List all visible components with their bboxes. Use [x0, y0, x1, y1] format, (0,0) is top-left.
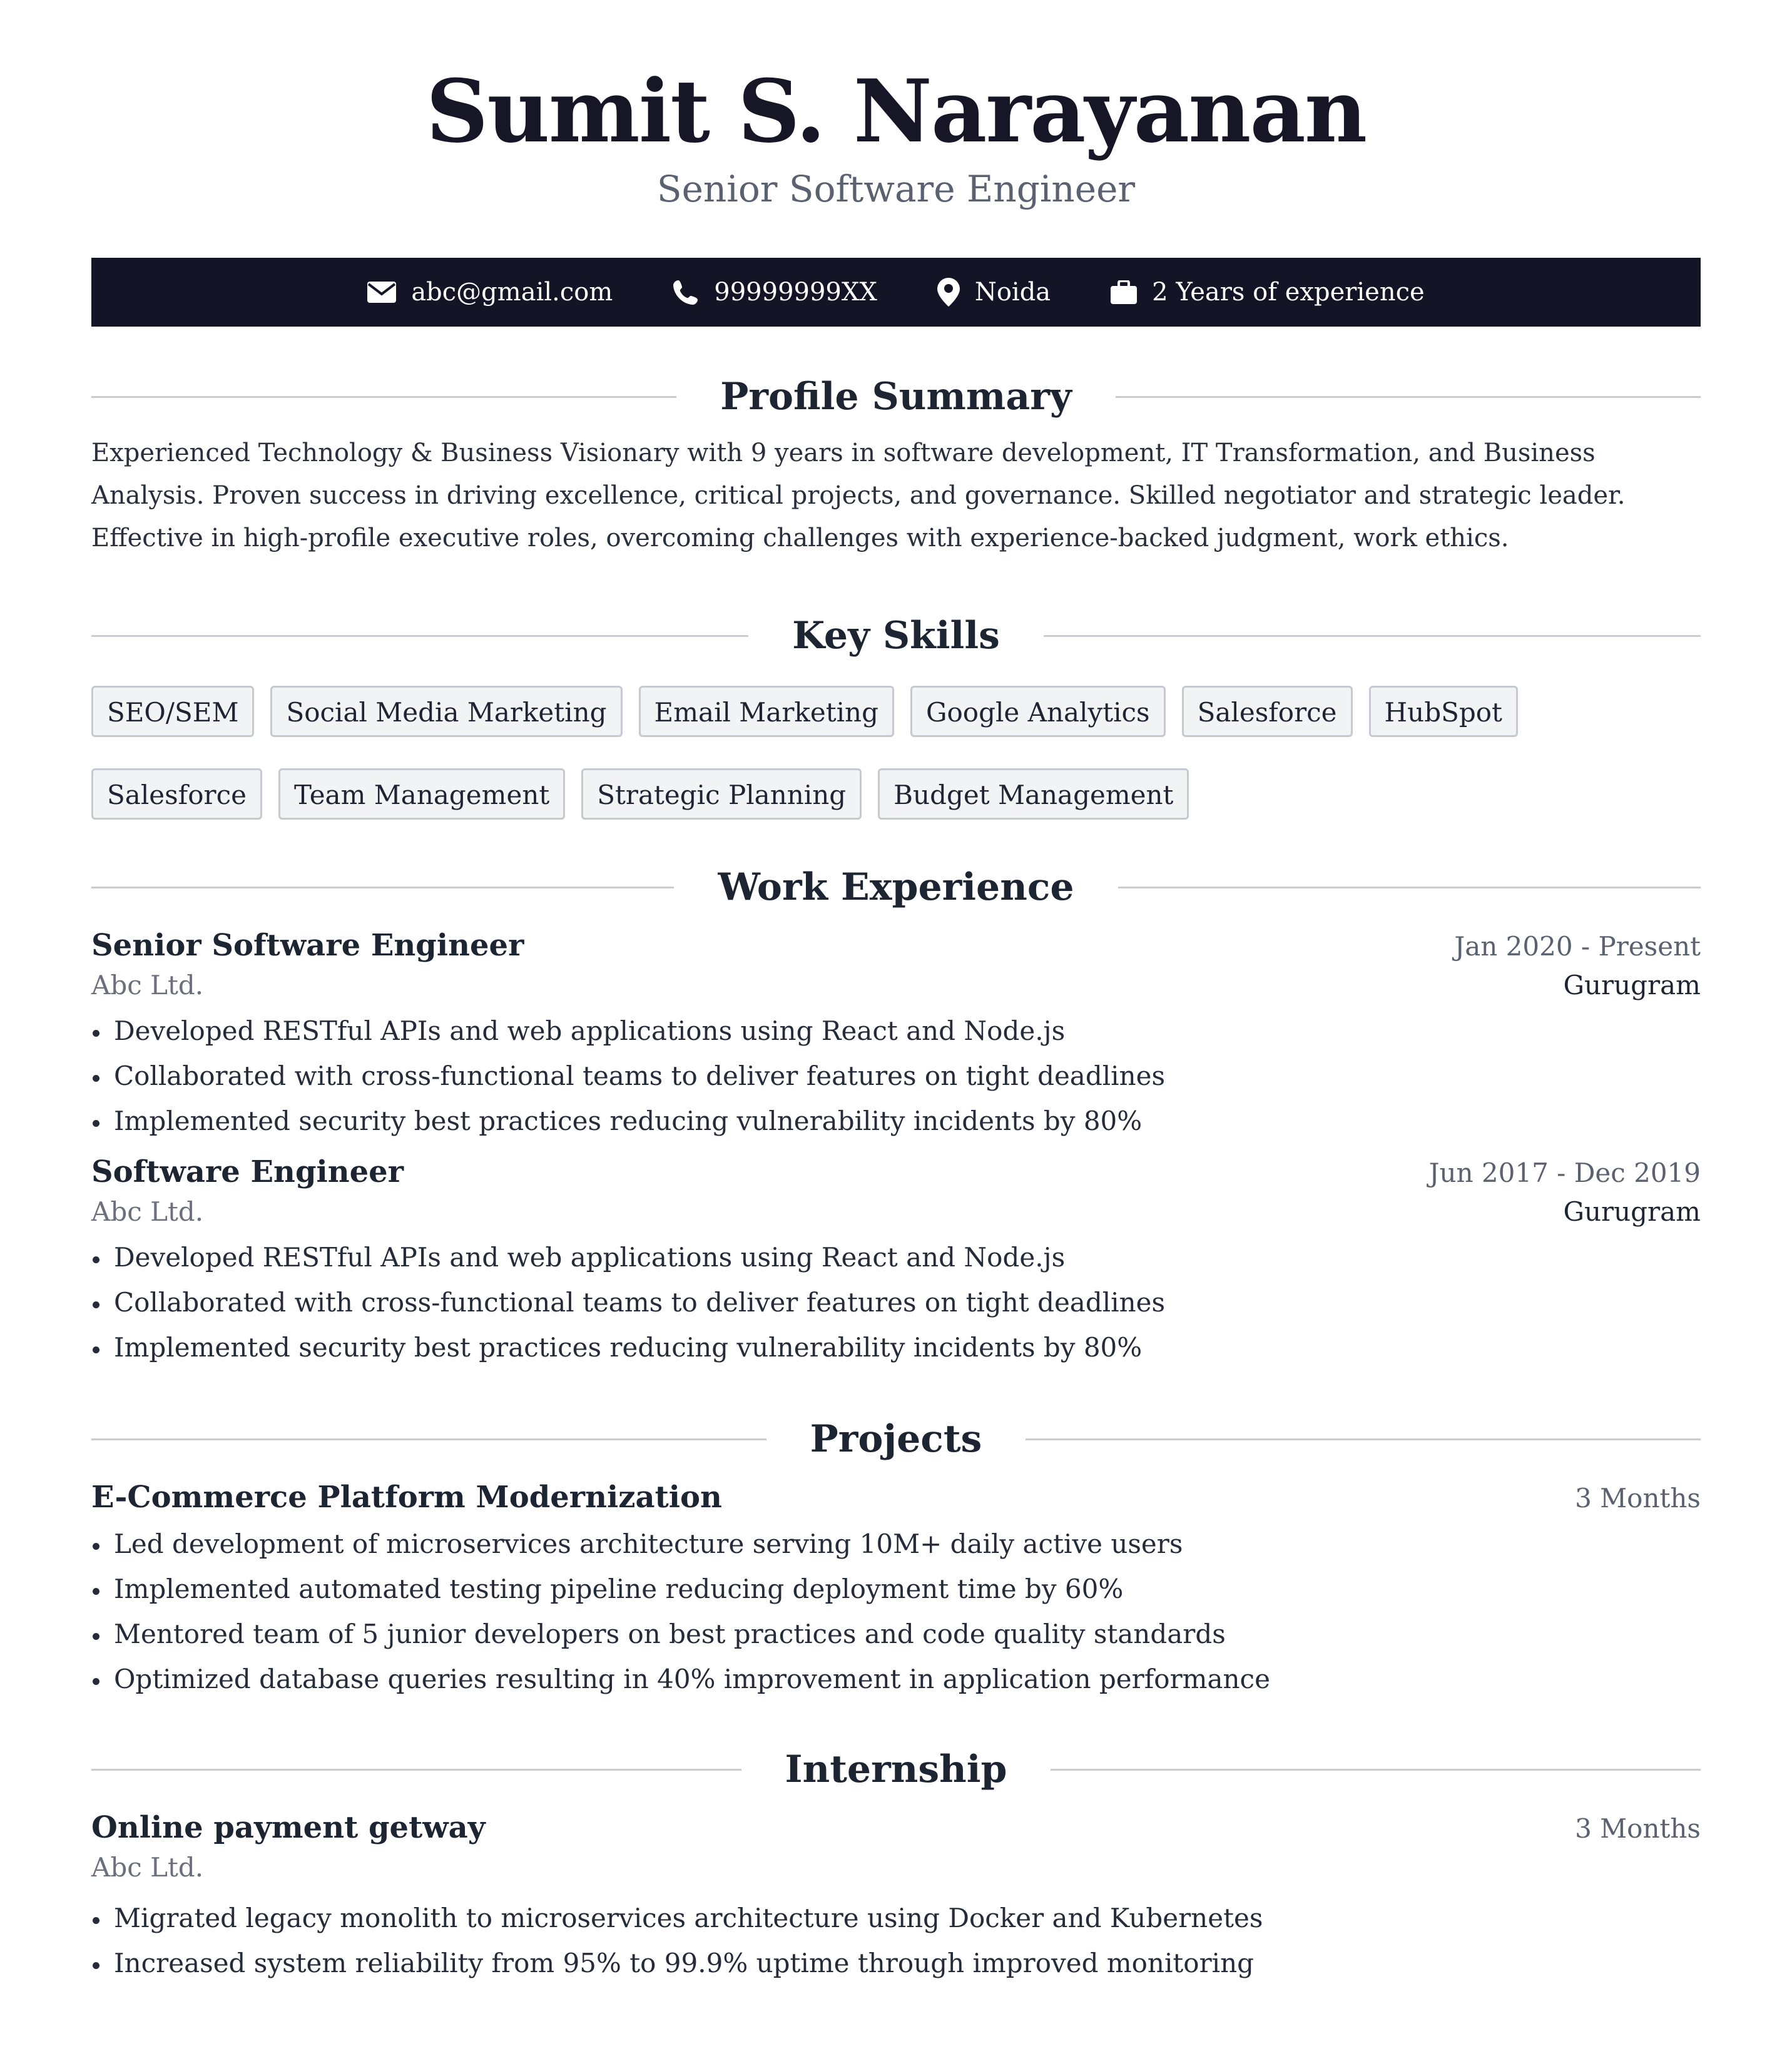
list-item: Implemented security best practices reducing vulnerability incidents by 80%: [91, 1099, 1701, 1144]
job-location: Gurugram: [1563, 1196, 1701, 1227]
contact-email-text: abc@gmail.com: [411, 278, 613, 307]
internship-entry: [91, 1808, 1701, 1986]
divider: [1118, 887, 1701, 888]
skill-tag: Social Media Marketing: [270, 686, 622, 737]
contact-location-text: Noida: [974, 278, 1051, 307]
project-entry-header: [91, 1478, 1701, 1518]
divider: [1026, 1438, 1701, 1440]
list-item: Implemented automated testing pipeline reducing deployment time by 60%: [91, 1567, 1701, 1612]
work-entry-subheader: [91, 1193, 1701, 1231]
job-company: Abc Ltd.: [91, 970, 204, 1000]
location-pin-icon: [937, 278, 960, 307]
contact-bar: [91, 258, 1701, 327]
job-location: Gurugram: [1563, 970, 1701, 1000]
list-item: Migrated legacy monolith to microservices architecture using Docker and Kubernetes: [91, 1896, 1701, 1941]
contact-location: [937, 278, 1051, 307]
internship-entry-header: [91, 1808, 1701, 1848]
section-title: Projects: [810, 1417, 982, 1461]
skill-tag: Google Analytics: [910, 686, 1166, 737]
contact-experience-text: 2 Years of experience: [1152, 278, 1425, 307]
job-title: Senior Software Engineer: [91, 928, 524, 963]
divider: [1116, 396, 1701, 398]
contact-phone-text: 99999999XX: [714, 278, 877, 307]
job-bullets: [91, 1009, 1701, 1144]
skill-tag: Strategic Planning: [581, 768, 862, 820]
work-entry-header: [91, 926, 1701, 966]
skill-tag: SEO/SEM: [91, 686, 254, 737]
contact-phone[interactable]: [673, 278, 877, 307]
skill-tag: Salesforce: [1182, 686, 1353, 737]
list-item: Developed RESTful APIs and web applications using React and Node.js: [91, 1009, 1701, 1054]
candidate-role: Senior Software Engineer: [656, 168, 1136, 210]
project-bullets: [91, 1522, 1701, 1702]
divider: [91, 887, 674, 888]
work-entry: [91, 926, 1701, 1144]
contact-experience: [1111, 278, 1425, 307]
work-entry-header: [91, 1153, 1701, 1193]
internship-title: Online payment getway: [91, 1810, 486, 1845]
divider: [91, 1438, 766, 1440]
project-entry: [91, 1478, 1701, 1702]
skill-tag: Email Marketing: [639, 686, 894, 737]
list-item: Mentored team of 5 junior developers on best practices and code quality standards: [91, 1612, 1701, 1657]
skill-tag: HubSpot: [1369, 686, 1518, 737]
list-item: Led development of microservices architecture serving 10M+ daily active users: [91, 1522, 1701, 1567]
list-item: Collaborated with cross-functional teams to deliver features on tight deadlines: [91, 1280, 1701, 1325]
briefcase-icon: [1111, 280, 1137, 304]
section-header-summary: [91, 373, 1701, 420]
divider: [91, 1769, 741, 1771]
section-title: Work Experience: [718, 865, 1074, 909]
job-date: Jan 2020 - Present: [1454, 931, 1701, 962]
profile-summary-text: Experienced Technology & Business Visionary with 9 years in software development, IT Transformation, and Business Analysis. Proven success in driving excellence, critical projects, and governance. Skilled negotiator and strategic leader. Effective in high-profile executive roles, overcoming challenges with experience-backed judgment, work ethics.: [91, 439, 1626, 552]
contact-email[interactable]: [367, 278, 613, 307]
internship-bullets: [91, 1896, 1701, 1986]
list-item: Implemented security best practices reducing vulnerability incidents by 80%: [91, 1325, 1701, 1370]
resume-header: [91, 0, 1701, 211]
divider: [91, 635, 748, 637]
skill-tag: Salesforce: [91, 768, 262, 820]
section-header-projects: [91, 1415, 1701, 1463]
skill-tag: Budget Management: [878, 768, 1189, 820]
job-date: Jun 2017 - Dec 2019: [1428, 1158, 1701, 1188]
section-header-work: [91, 863, 1701, 911]
job-company: Abc Ltd.: [91, 1196, 204, 1227]
section-title: Internship: [785, 1748, 1007, 1791]
envelope-icon: [367, 282, 396, 303]
section-title: Key Skills: [792, 614, 1000, 658]
internship-duration: 3 Months: [1575, 1813, 1701, 1844]
list-item: Developed RESTful APIs and web applications using React and Node.js: [91, 1235, 1701, 1280]
section-header-skills: [91, 612, 1701, 659]
divider: [91, 396, 676, 398]
phone-icon: [673, 279, 699, 305]
project-duration: 3 Months: [1575, 1483, 1701, 1514]
job-bullets: [91, 1235, 1701, 1370]
candidate-name: Sumit S. Narayanan: [425, 60, 1367, 162]
skills-list: [91, 686, 1701, 820]
list-item: Increased system reliability from 95% to 99.9% uptime through improved monitoring: [91, 1941, 1701, 1986]
job-title: Software Engineer: [91, 1154, 404, 1189]
work-entry: [91, 1153, 1701, 1370]
section-title: Profile Summary: [720, 375, 1072, 419]
work-entry-subheader: [91, 966, 1701, 1005]
list-item: Collaborated with cross-functional teams to deliver features on tight deadlines: [91, 1054, 1701, 1099]
internship-company: Abc Ltd.: [91, 1852, 204, 1883]
section-header-internship: [91, 1746, 1701, 1793]
internship-entry-subheader: [91, 1848, 1701, 1887]
skill-tag: Team Management: [278, 768, 565, 820]
divider: [1051, 1769, 1701, 1771]
divider: [1044, 635, 1701, 637]
project-title: E-Commerce Platform Modernization: [91, 1480, 722, 1515]
list-item: Optimized database queries resulting in 40% improvement in application performance: [91, 1657, 1701, 1702]
